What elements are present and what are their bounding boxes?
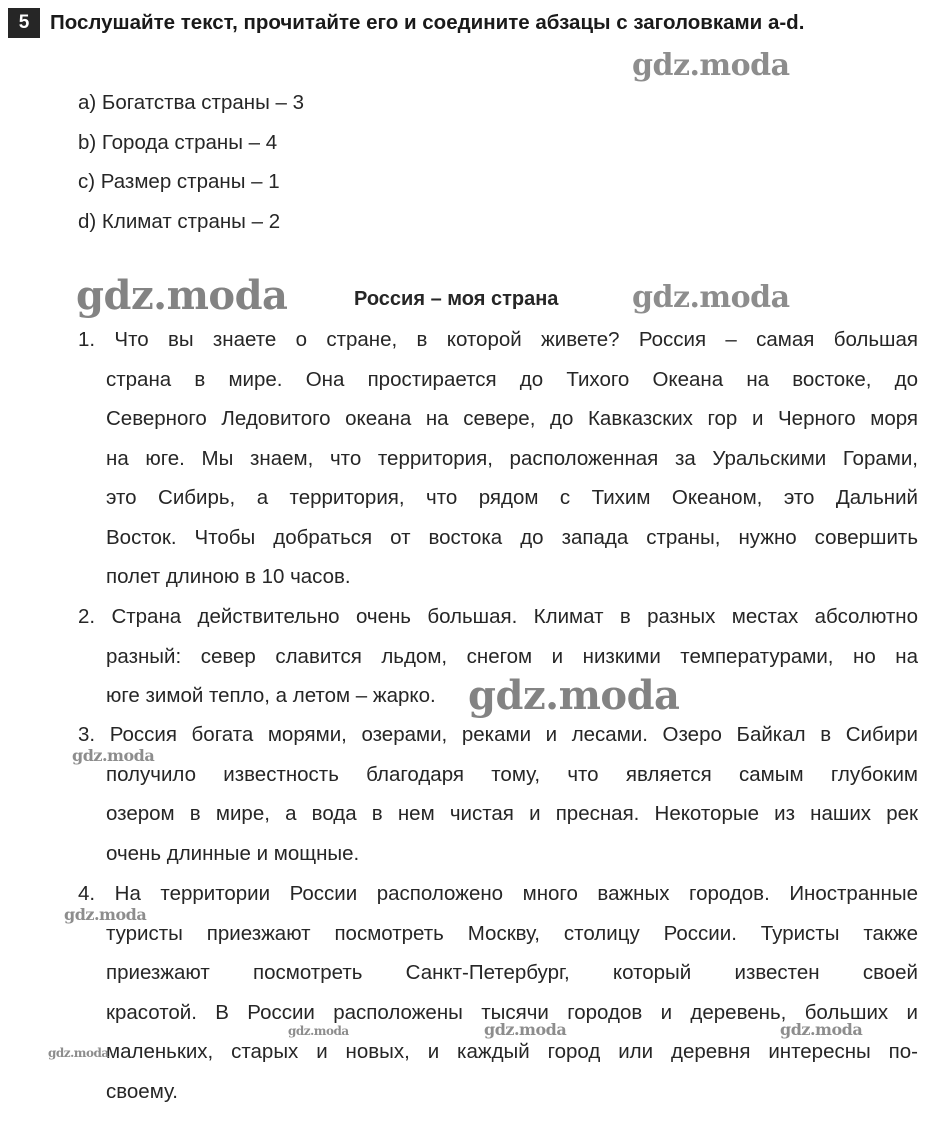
paragraph-line: на юге. Мы знаем, что территория, расположенная за Уральскими Горами,: [106, 446, 918, 470]
watermark: gdz.moda: [632, 280, 790, 315]
text-title: Россия – моя страна: [354, 288, 559, 310]
watermark: gdz.moda: [48, 1046, 109, 1060]
paragraph-3: [78, 715, 918, 873]
watermark: gdz.moda: [76, 272, 288, 319]
watermark: gdz.moda: [484, 1020, 567, 1039]
answer-item: a) Богатства страны – 3: [78, 91, 305, 114]
watermark: gdz.moda: [780, 1020, 863, 1039]
paragraph-line: это Сибирь, а территория, что рядом с Тихим Океаном, это Дальний: [106, 486, 918, 509]
paragraph-line: страна в мире. Она простирается до Тихого Океана на востоке, до: [106, 367, 918, 391]
paragraph-line: красотой. В России расположены тысячи городов и деревень, больших и: [106, 1000, 918, 1024]
paragraph-line: Северного Ледовитого океана на севере, до Кавказских гор и Черного моря: [106, 407, 918, 430]
paragraph-line: озером в мире, а вода в нем чистая и пресная. Некоторые из наших рек: [106, 802, 918, 825]
paragraph-line: 2. Страна действительно очень большая. Климат в разных местах абсолютно: [78, 605, 918, 628]
answer-item: d) Климат страны – 2: [78, 209, 281, 233]
watermark: gdz.moda: [72, 746, 155, 765]
paragraph-line: очень длинные и мощные.: [106, 841, 360, 865]
paragraph-line: 3. Россия богата морями, озерами, реками и лесами. Озеро Байкал в Сибири: [78, 723, 918, 746]
paragraph-1: [78, 320, 918, 597]
exercise-header: [8, 8, 804, 38]
paragraph-line: полет длиною в 10 часов.: [106, 565, 351, 588]
answer-item: c) Размер страны – 1: [78, 170, 280, 193]
paragraph-line: приезжают посмотреть Санкт-Петербург, который известен своей: [106, 961, 918, 984]
paragraph-line: 4. На территории России расположено много важных городов. Иностранные: [78, 882, 918, 905]
watermark: gdz.moda: [468, 672, 680, 719]
answer-list: [78, 90, 304, 248]
exercise-number-badge: 5: [8, 8, 40, 38]
exercise-instruction: Послушайте текст, прочитайте его и соедините абзацы с заголовками a-d.: [50, 11, 805, 34]
paragraph-line: своему.: [106, 1079, 178, 1103]
paragraph-line: Восток. Чтобы добраться от востока до запада страны, нужно совершить: [106, 525, 918, 549]
watermark: gdz.moda: [632, 48, 790, 83]
watermark: gdz.moda: [64, 905, 147, 924]
paragraph-line: туристы приезжают посмотреть Москву, столицу России. Туристы также: [106, 921, 918, 945]
paragraph-line: юге зимой тепло, а летом – жарко.: [106, 684, 436, 707]
watermark: gdz.moda: [288, 1024, 349, 1038]
paragraph-line: получило известность благодаря тому, что является самым глубоким: [106, 762, 918, 786]
answer-item: b) Города страны – 4: [78, 130, 278, 154]
paragraph-line: 1. Что вы знаете о стране, в которой живете? Россия – самая большая: [78, 328, 918, 351]
paragraph-line: маленьких, старых и новых, и каждый город или деревня интересны по-: [106, 1040, 918, 1063]
paragraph-line: разный: север славится льдом, снегом и низкими температурами, но на: [106, 644, 918, 668]
paragraph-4: [78, 874, 918, 1111]
